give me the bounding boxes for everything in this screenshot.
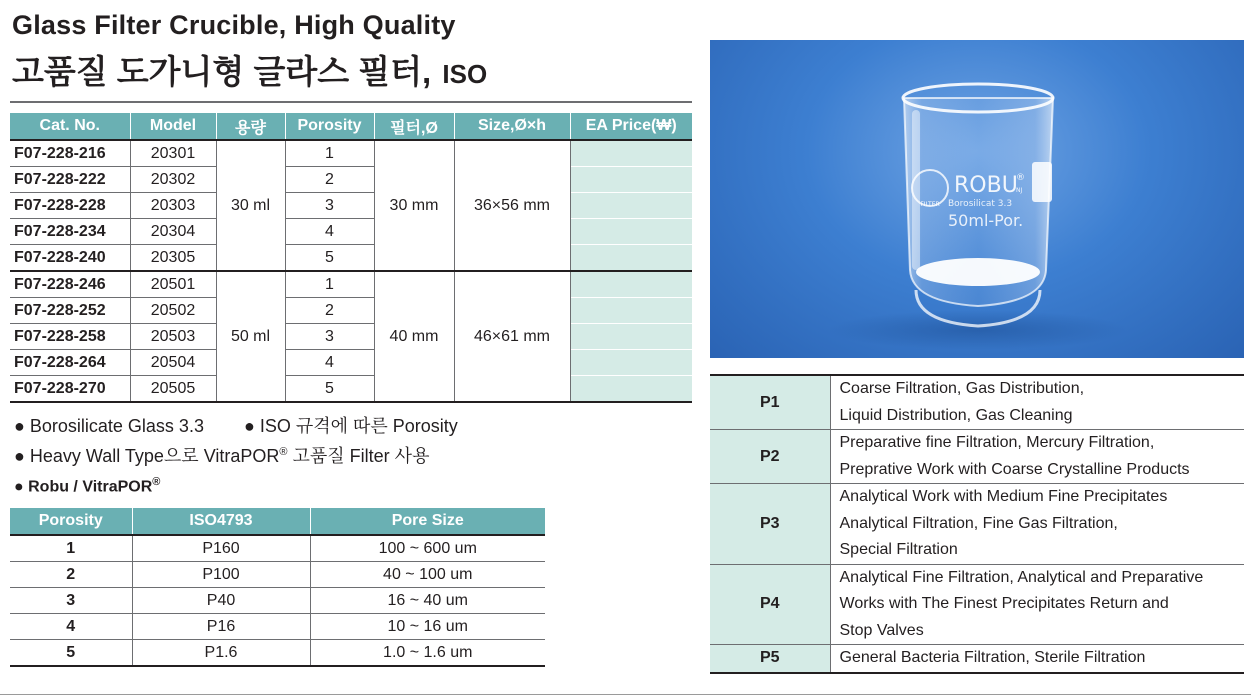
iso-code: P4 [710,564,830,645]
description-line: Works with The Finest Precipitates Return and [839,595,1169,612]
table-row [710,645,1244,673]
feature-brand [14,469,458,500]
cat-no: F07-228-270 [10,376,130,403]
porosity: 2 [285,167,374,193]
table-row [10,350,692,376]
iso-class: P40 [132,588,310,614]
model: 20302 [130,167,216,193]
model: 20504 [130,350,216,376]
iso-code: P1 [710,375,830,430]
table-row [10,193,692,219]
filter-diameter: 40 mm [374,271,454,402]
description-line: Analytical Fine Filtration, Analytical and Preparative [839,568,1204,586]
header-iso4793: ISO4793 [132,508,310,535]
model: 20301 [130,140,216,167]
iso-description [830,484,1244,565]
photo-reg-mark: ® [1016,173,1025,183]
table-row [10,614,545,640]
product-table [10,113,692,403]
cat-no: F07-228-234 [10,219,130,245]
porosity: 2 [10,562,132,588]
feature-heavy-wall-text: ● Heavy Wall Type으로 VitraPOR [14,446,280,466]
pore-size: 100 ~ 600 um [310,535,545,562]
price-cell [570,140,692,167]
price-cell [570,324,692,350]
porosity: 3 [285,193,374,219]
price-cell [570,298,692,324]
table-row [10,376,692,403]
header-pore-size: Pore Size [310,508,545,535]
feature-row [14,413,458,439]
porosity: 1 [285,271,374,298]
pore-size: 10 ~ 16 um [310,614,545,640]
capacity: 30 ml [216,140,285,271]
pore-size: 1.0 ~ 1.6 um [310,640,545,667]
model: 20305 [130,245,216,272]
photo-brand: ROBU [954,173,1018,198]
model: 20505 [130,376,216,403]
price-cell [570,245,692,272]
feature-brand-text: ● Robu / VitraPOR [14,478,153,496]
crucible-highlight [912,110,920,270]
iso-description [830,430,1244,484]
title-korean [12,46,487,93]
description-line: Analytical Work with Medium Fine Precipitates [839,488,1168,505]
cat-no: F07-228-252 [10,298,130,324]
price-cell [570,167,692,193]
title-english: Glass Filter Crucible, High Quality [12,10,456,40]
description-line: Preprative Work with Coarse Crystalline Products [839,460,1190,478]
table-row [10,298,692,324]
table-row [10,588,545,614]
price-cell [570,219,692,245]
header-porosity: Porosity [10,508,132,535]
header-capacity: 용량 [216,113,285,140]
pore-size: 16 ~ 40 um [310,588,545,614]
header-price: EA Price(₩) [570,113,692,140]
model: 20303 [130,193,216,219]
cat-no: F07-228-216 [10,140,130,167]
title-divider [10,101,692,103]
table-row [10,167,692,193]
size: 46×61 mm [454,271,570,402]
model: 20304 [130,219,216,245]
table-row [710,564,1244,645]
cat-no: F07-228-222 [10,167,130,193]
porosity: 5 [285,376,374,403]
size: 36×56 mm [454,140,570,271]
filter-disc [916,258,1040,286]
porosity: 5 [285,245,374,272]
cat-no: F07-228-240 [10,245,130,272]
table-row [710,430,1244,484]
porosity: 4 [285,219,374,245]
model: 20502 [130,298,216,324]
footer-divider [0,694,1251,695]
pore-size: 40 ~ 100 um [310,562,545,588]
cat-no: F07-228-246 [10,271,130,298]
description-line: Coarse Filtration, Gas Distribution, [839,380,1085,397]
cat-no: F07-228-258 [10,324,130,350]
feature-iso-porosity: ● ISO 규격에 따른 Porosity [243,416,458,436]
price-cell [570,193,692,219]
cat-no: F07-228-228 [10,193,130,219]
description-line: Preparative fine Filtration, Mercury Filtration, [839,434,1155,451]
photo-volume: 50ml-Por. [948,211,1024,230]
photo-material: Borosilicat 3.3 [948,199,1013,209]
description-line: Analytical Filtration, Fine Gas Filtration, [839,514,1118,532]
photo-seal-text: FILTER [920,201,940,208]
pore-table-header [10,508,545,535]
iso-code: P3 [710,484,830,565]
table-row [710,375,1244,430]
price-cell [570,350,692,376]
porosity: 3 [285,324,374,350]
cat-no: F07-228-264 [10,350,130,376]
table-row [10,324,692,350]
porosity: 4 [285,350,374,376]
header-size: Size,Ø×h [454,113,570,140]
model: 20503 [130,324,216,350]
iso-class: P16 [132,614,310,640]
porosity: 1 [10,535,132,562]
iso-description [830,375,1244,430]
iso-class-table [710,374,1244,674]
model: 20501 [130,271,216,298]
filter-diameter: 30 mm [374,140,454,271]
feature-heavy-wall [14,439,458,469]
price-cell [570,271,692,298]
porosity: 5 [10,640,132,667]
price-cell [570,376,692,403]
header-cat-no: Cat. No. [10,113,130,140]
description-line: Special Filtration [839,541,958,558]
marking-patch [1032,162,1052,202]
porosity: 3 [10,588,132,614]
pore-size-table [10,508,545,667]
iso-description [830,645,1244,673]
table-row [10,245,692,272]
description-line: General Bacteria Filtration, Sterile Filtration [839,649,1146,666]
description-line: Stop Valves [839,621,924,639]
iso-description [830,564,1244,645]
title-iso: ISO [442,59,488,89]
table-row [710,484,1244,565]
table-row [10,640,545,667]
iso-code: P5 [710,645,830,673]
photo-shadow [828,310,1128,350]
description-line: Liquid Distribution, Gas Cleaning [839,406,1073,424]
iso-code: P2 [710,430,830,484]
feature-borosilicate: ● Borosilicate Glass 3.3 [14,416,204,436]
capacity: 50 ml [216,271,285,402]
header-model: Model [130,113,216,140]
header-porosity: Porosity [285,113,374,140]
feature-heavy-wall-suffix: 고품질 Filter 사용 [287,446,430,466]
product-table-header [10,113,692,140]
iso-class: P1.6 [132,640,310,667]
feature-list [14,413,458,500]
table-row [10,535,545,562]
porosity: 2 [285,298,374,324]
table-row [10,140,692,167]
glass-crucible-illustration [710,40,1244,358]
registered-mark: ® [279,446,288,458]
header-filter: 필터,Ø [374,113,454,140]
iso-class: P100 [132,562,310,588]
photo-brand-suffix: NJ [1016,187,1023,194]
porosity: 1 [285,140,374,167]
table-row [10,219,692,245]
product-photo [710,40,1244,358]
table-row [10,271,692,298]
registered-mark: ® [152,476,161,488]
porosity: 4 [10,614,132,640]
iso-class: P160 [132,535,310,562]
table-row [10,562,545,588]
title-korean-text: 고품질 도가니형 글라스 필터, [12,53,432,90]
